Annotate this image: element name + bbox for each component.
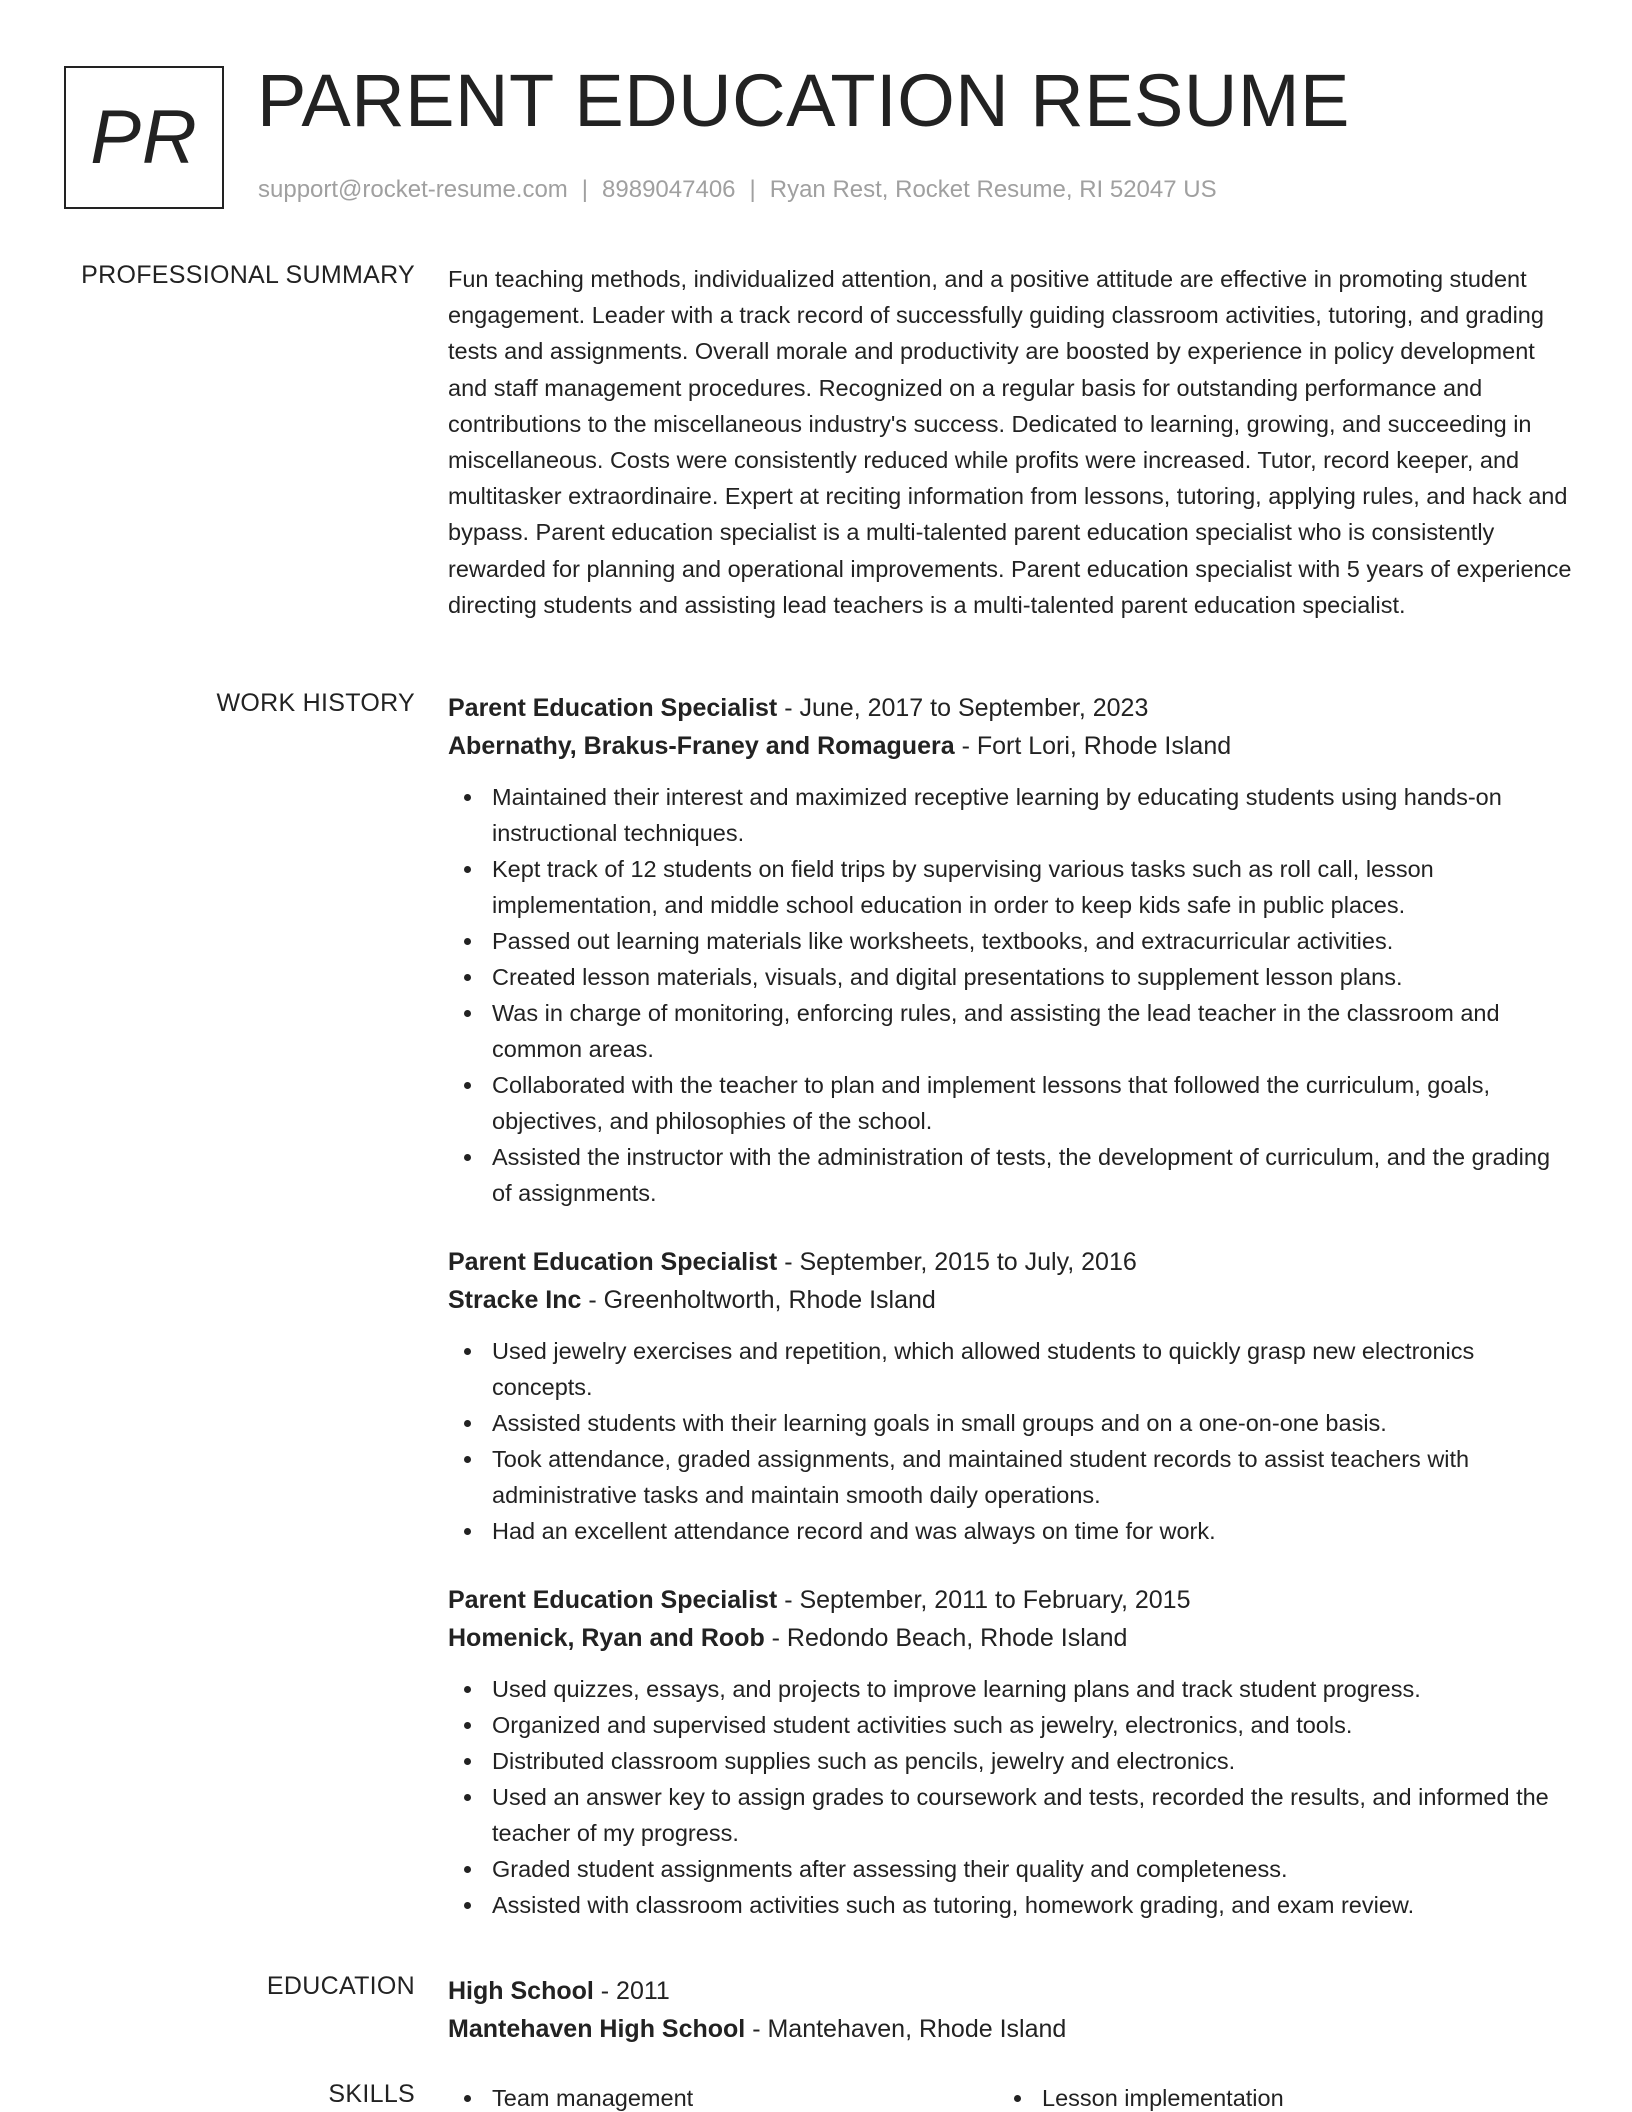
skills-list-right bbox=[998, 2080, 1548, 2112]
education-degree: High School bbox=[448, 1977, 594, 2005]
summary-label: PROFESSIONAL SUMMARY bbox=[81, 261, 415, 289]
list-item: Kept track of 12 students on field trips by supervising various tasks such as roll call, lesson implementation, and middle school education in order to keep kids safe in public places. bbox=[448, 851, 1572, 923]
job-entry bbox=[448, 689, 1572, 1211]
job-bullets bbox=[448, 779, 1572, 1211]
work-history-label: WORK HISTORY bbox=[216, 689, 415, 717]
job-entry bbox=[448, 1243, 1572, 1549]
list-item: Graded student assignments after assessing their quality and completeness. bbox=[448, 1851, 1572, 1887]
education-school-line bbox=[448, 2010, 1572, 2048]
job-bullets bbox=[448, 1333, 1572, 1549]
job-location: - Fort Lori, Rhode Island bbox=[954, 732, 1232, 760]
list-item: Assisted with classroom activities such as tutoring, homework grading, and exam review. bbox=[448, 1887, 1572, 1923]
education-degree-line bbox=[448, 1972, 1572, 2010]
job-dates: - June, 2017 to September, 2023 bbox=[777, 694, 1149, 722]
job-title: Parent Education Specialist bbox=[448, 1248, 778, 1276]
job-company-line bbox=[448, 1281, 1572, 1319]
list-item: Passed out learning materials like worksheets, textbooks, and extracurricular activities. bbox=[448, 923, 1572, 959]
job-company: Stracke Inc bbox=[448, 1286, 582, 1314]
job-location: - Greenholtworth, Rhode Island bbox=[581, 1286, 936, 1314]
skills-body bbox=[448, 2080, 1572, 2112]
monogram-logo: PR bbox=[64, 66, 224, 209]
job-location: - Redondo Beach, Rhode Island bbox=[764, 1624, 1128, 1652]
work-history-body bbox=[448, 689, 1572, 1923]
education-location: - Mantehaven, Rhode Island bbox=[745, 2015, 1067, 2043]
job-entry bbox=[448, 1581, 1572, 1923]
summary-text: Fun teaching methods, individualized attention, and a positive attitude are effective in promoting student engagement. Leader with a track record of successfully guiding classroom activities, tutoring, and grading tests and assignments. Overall morale and productivity are boosted by experience in policy development and staff management procedures. Recognized on a regular basis for outstanding performance and contributions to the miscellaneous industry's success. Dedicated to learning, growing, and succeeding in miscellaneous. Costs were consistently reduced while profits were increased. Tutor, record keeper, and multitasker extraordinaire. Expert at reciting information from lessons, tutoring, applying rules, and hack and bypass. Parent education specialist is a multi-talented parent education specialist who is consistently rewarded for planning and operational improvements. Parent education specialist with 5 years of experience directing students and assisting lead teachers is a multi-talented parent education specialist. bbox=[448, 266, 1572, 618]
list-item: Took attendance, graded assignments, and maintained student records to assist teachers with administrative tasks and maintain smooth daily operations. bbox=[448, 1441, 1572, 1513]
job-company-line bbox=[448, 727, 1572, 765]
contact-phone: 8989047406 bbox=[602, 176, 736, 203]
list-item: Maintained their interest and maximized receptive learning by educating students using hands-on instructional techniques. bbox=[448, 779, 1572, 851]
job-bullets bbox=[448, 1671, 1572, 1923]
list-item: Assisted students with their learning goals in small groups and on a one-on-one basis. bbox=[448, 1405, 1572, 1441]
contact-address: Ryan Rest, Rocket Resume, RI 52047 US bbox=[769, 176, 1217, 203]
job-company: Abernathy, Brakus-Franey and Romaguera bbox=[448, 732, 955, 760]
education-school: Mantehaven High School bbox=[448, 2015, 746, 2043]
list-item: Organized and supervised student activities such as jewelry, electronics, and tools. bbox=[448, 1707, 1572, 1743]
job-title-line bbox=[448, 1581, 1572, 1619]
skill-item: Team management bbox=[448, 2080, 998, 2112]
list-item: Used jewelry exercises and repetition, which allowed students to quickly grasp new electronics concepts. bbox=[448, 1333, 1572, 1405]
page-title: PARENT EDUCATION RESUME bbox=[257, 59, 1350, 142]
job-title-line bbox=[448, 1243, 1572, 1281]
list-item: Was in charge of monitoring, enforcing rules, and assisting the lead teacher in the classroom and common areas. bbox=[448, 995, 1572, 1067]
contact-email: support@rocket-resume.com bbox=[258, 176, 568, 203]
list-item: Used an answer key to assign grades to coursework and tests, recorded the results, and informed the teacher of my progress. bbox=[448, 1779, 1572, 1851]
list-item: Distributed classroom supplies such as pencils, jewelry and electronics. bbox=[448, 1743, 1572, 1779]
contact-separator: | bbox=[581, 176, 589, 203]
job-title-line bbox=[448, 689, 1572, 727]
list-item: Collaborated with the teacher to plan and implement lessons that followed the curriculum, goals, objectives, and philosophies of the school. bbox=[448, 1067, 1572, 1139]
job-company-line bbox=[448, 1619, 1572, 1657]
list-item: Created lesson materials, visuals, and digital presentations to supplement lesson plans. bbox=[448, 959, 1572, 995]
skills-label: SKILLS bbox=[328, 2080, 415, 2108]
education-year: - 2011 bbox=[593, 1977, 670, 2005]
job-dates: - September, 2015 to July, 2016 bbox=[777, 1248, 1137, 1276]
list-item: Had an excellent attendance record and was always on time for work. bbox=[448, 1513, 1572, 1549]
list-item: Used quizzes, essays, and projects to improve learning plans and track student progress. bbox=[448, 1671, 1572, 1707]
skill-item: Lesson implementation bbox=[998, 2080, 1548, 2112]
job-dates: - September, 2011 to February, 2015 bbox=[777, 1586, 1191, 1614]
job-title: Parent Education Specialist bbox=[448, 694, 778, 722]
skills-list-left bbox=[448, 2080, 998, 2112]
skills-columns bbox=[448, 2080, 1572, 2112]
job-company: Homenick, Ryan and Roob bbox=[448, 1624, 765, 1652]
contact-separator: | bbox=[749, 176, 756, 203]
education-body bbox=[448, 1972, 1572, 2048]
contact-line bbox=[258, 176, 1217, 204]
job-title: Parent Education Specialist bbox=[448, 1586, 778, 1614]
education-label: EDUCATION bbox=[266, 1972, 415, 2000]
list-item: Assisted the instructor with the administration of tests, the development of curriculum, and the grading of assignments. bbox=[448, 1139, 1572, 1211]
